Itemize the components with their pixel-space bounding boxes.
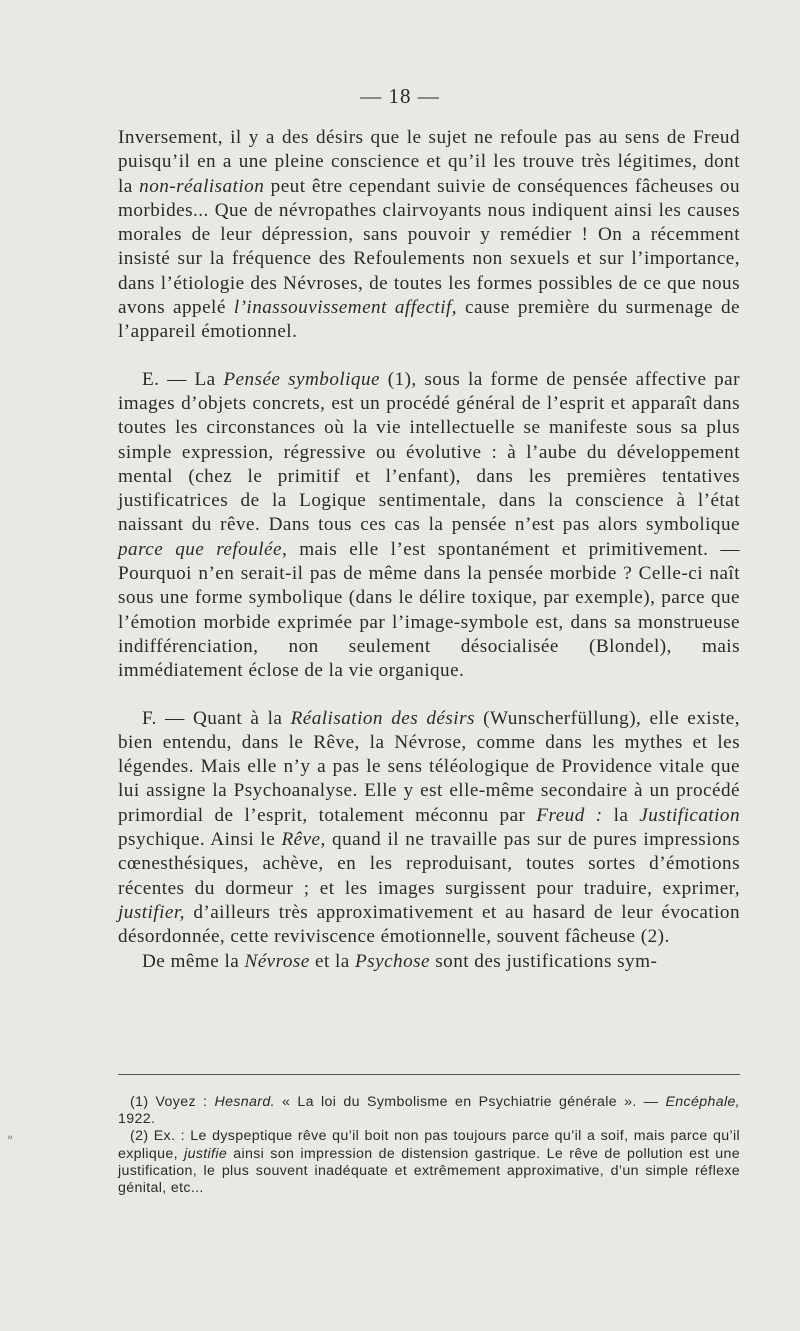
footnote-1: (1) Voyez : Hesnard. « La loi du Symbolisme en Psychiatrie générale ». — Encéphale, 1922. [118,1094,740,1128]
paragraph-f-realisation-des-desirs: F. — Quant à la Réalisation des désirs (Wunscherfüllung), elle existe, bien entendu, dans le Rêve, la Névrose, comme dans les mythes et les légendes. Mais elle n’y a pas le sens téléologique de Providence vitale que lui assigne la Psychoanalyse. Elle y est elle-même secondaire à un procédé primordial de l’esprit, totalement méconnu par Freud : la Justification psychique. Ainsi le Rêve, quand il ne travaille pas sur de pures impressions cœnesthésiques, achève, en les reproduisant, toutes sortes d’émotions récentes du dormeur ; et les images surgissent pour traduire, exprimer, justifier, d’ailleurs très approximativement et au hasard de leur évocation désordonnée, cette reviviscence émotionnelle, souvent fâcheuse (2). [118,707,741,948]
paragraph-de-meme: De même la Névrose et la Psychose sont des justifications sym- [142,950,658,972]
body-text [118,126,740,974]
margin-mark: » [7,1129,13,1143]
page-number: — 18 — [360,84,440,108]
footnotes [118,1094,740,1197]
paragraph-e-pensee-symbolique: E. — La Pensée symbolique (1), sous la forme de pensée affective par images d’objets concrets, est un procédé général de l’esprit et apparaît dans toutes les circonstances où la vie intellectuelle se manifeste sous sa plus simple expression, régressive ou évolutive : à l’aube du développement mental (chez le primitif et l’enfant), dans les premières tentatives justificatrices de la Logique sentimentale, dans la conscience à l’état naissant du rêve. Dans tous ces cas la pensée n’est pas alors symbolique parce que refoulée, mais elle l’est spontanément et primitivement. — Pourquoi n’en serait-il pas de même dans la pensée morbide ? Celle-ci naît sous une forme symbolique (dans le délire toxique, par exemple), parce que l’émotion morbide exprimée par l’image-symbole est, dans sa monstrueuse indifférenciation, non seulement désocialisée (Blondel), mais immédiatement éclose de la vie organique. [118,368,740,682]
footnote-2: (2) Ex. : Le dyspeptique rêve qu’il boit non pas toujours parce qu’il a soif, mais parce qu’il explique, justifie ainsi son impression de distension gastrique. Le rêve de pollution est une justification, le plus souvent inadéquate et extrêmement approximative, d’un simple réflexe génital, etc... [118,1128,740,1197]
paragraph-inversement: Inversement, il y a des désirs que le sujet ne refoule pas au sens de Freud puisqu’il en a une pleine conscience et qu’il les trouve très légitimes, dont la non-réalisation peut être cependant suivie de conséquences fâcheuses ou morbides... Que de névropathes clairvoyants nous indiquent ainsi les causes morales de leur dépression, sans pouvoir y remédier ! On a récemment insisté sur la fréquence des Refoulements non sexuels et sur l’importance, dans l’étiologie des Névroses, de toutes les formes possibles de ce que nous avons appelé l’inassouvissement affectif, cause première du surmenage de l’appareil émotionnel. [118,127,740,343]
footnote-divider [118,1074,740,1075]
